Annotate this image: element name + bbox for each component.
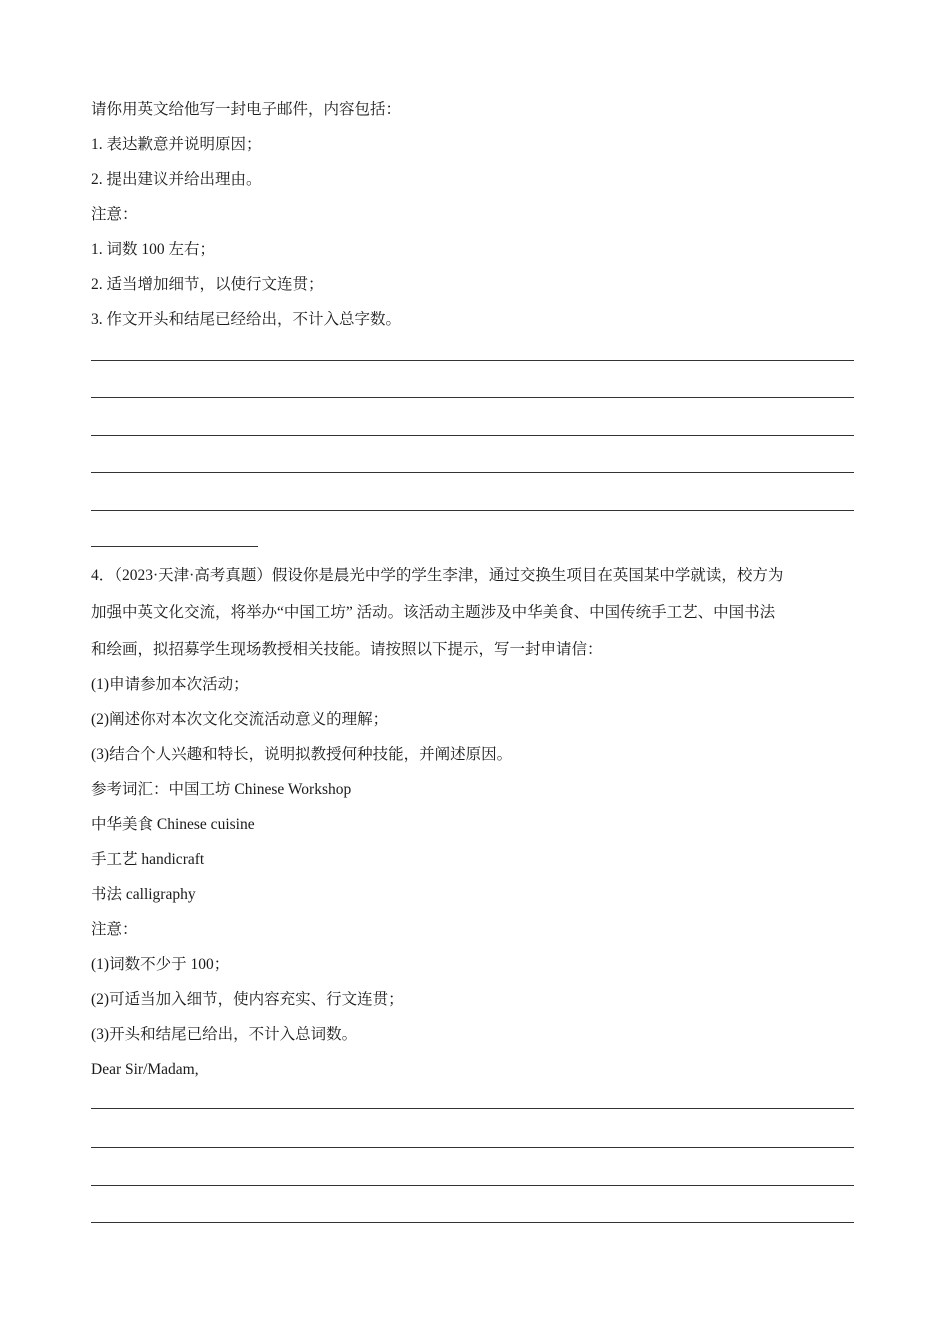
task4-para-line-2: 加强中英文化交流，将举办“中国工坊” 活动。该活动主题涉及中华美食、中国传统手工艺、中国书法 bbox=[91, 604, 776, 621]
task3-note-title: 注意： bbox=[91, 206, 138, 223]
task3-intro: 请你用英文给他写一封电子邮件，内容包括： bbox=[91, 101, 402, 118]
task4-note-title: 注意： bbox=[91, 921, 138, 938]
task3-point-2: 2. 提出建议并给出理由。 bbox=[91, 171, 262, 188]
writing-line[interactable] bbox=[91, 1108, 854, 1109]
writing-line[interactable] bbox=[91, 435, 854, 436]
task4-vocab-1: 参考词汇：中国工坊 Chinese Workshop bbox=[91, 781, 352, 798]
task4-point-3: (3)结合个人兴趣和特长，说明拟教授何种技能，并阐述原因。 bbox=[91, 746, 513, 763]
task4-note-2: (2)可适当加入细节，使内容充实、行文连贯； bbox=[91, 991, 404, 1008]
task3-note-2: 2. 适当增加细节，以使行文连贯； bbox=[91, 276, 324, 293]
task4-vocab-4: 书法 calligraphy bbox=[91, 886, 196, 903]
task3-point-1: 1. 表达歉意并说明原因； bbox=[91, 136, 262, 153]
task3-note-3: 3. 作文开头和结尾已经给出，不计入总字数。 bbox=[91, 311, 402, 328]
writing-line[interactable] bbox=[91, 510, 854, 511]
writing-line[interactable] bbox=[91, 472, 854, 473]
task4-para-line-1: 4．（2023·天津·高考真题）假设你是晨光中学的学生李津，通过交换生项目在英国某中学就读，校方为 bbox=[91, 567, 784, 584]
salutation: Dear Sir/Madam, bbox=[91, 1061, 199, 1078]
writing-line[interactable] bbox=[91, 1185, 854, 1186]
task4-point-1: (1)申请参加本次活动； bbox=[91, 676, 249, 693]
writing-line-end[interactable] bbox=[91, 546, 258, 547]
writing-line[interactable] bbox=[91, 360, 854, 361]
task4-note-3: (3)开头和结尾已给出，不计入总词数。 bbox=[91, 1026, 358, 1043]
task4-para-line-3: 和绘画，拟招募学生现场教授相关技能。请按照以下提示，写一封申请信： bbox=[91, 641, 603, 658]
writing-line[interactable] bbox=[91, 397, 854, 398]
writing-line[interactable] bbox=[91, 1222, 854, 1223]
task4-note-1: (1)词数不少于 100； bbox=[91, 956, 230, 973]
task4-vocab-2: 中华美食 Chinese cuisine bbox=[91, 816, 255, 833]
task3-note-1: 1. 词数 100 左右； bbox=[91, 241, 216, 258]
task4-vocab-3: 手工艺 handicraft bbox=[91, 851, 205, 868]
writing-line[interactable] bbox=[91, 1147, 854, 1148]
task4-point-2: (2)阐述你对本次文化交流活动意义的理解； bbox=[91, 711, 389, 728]
